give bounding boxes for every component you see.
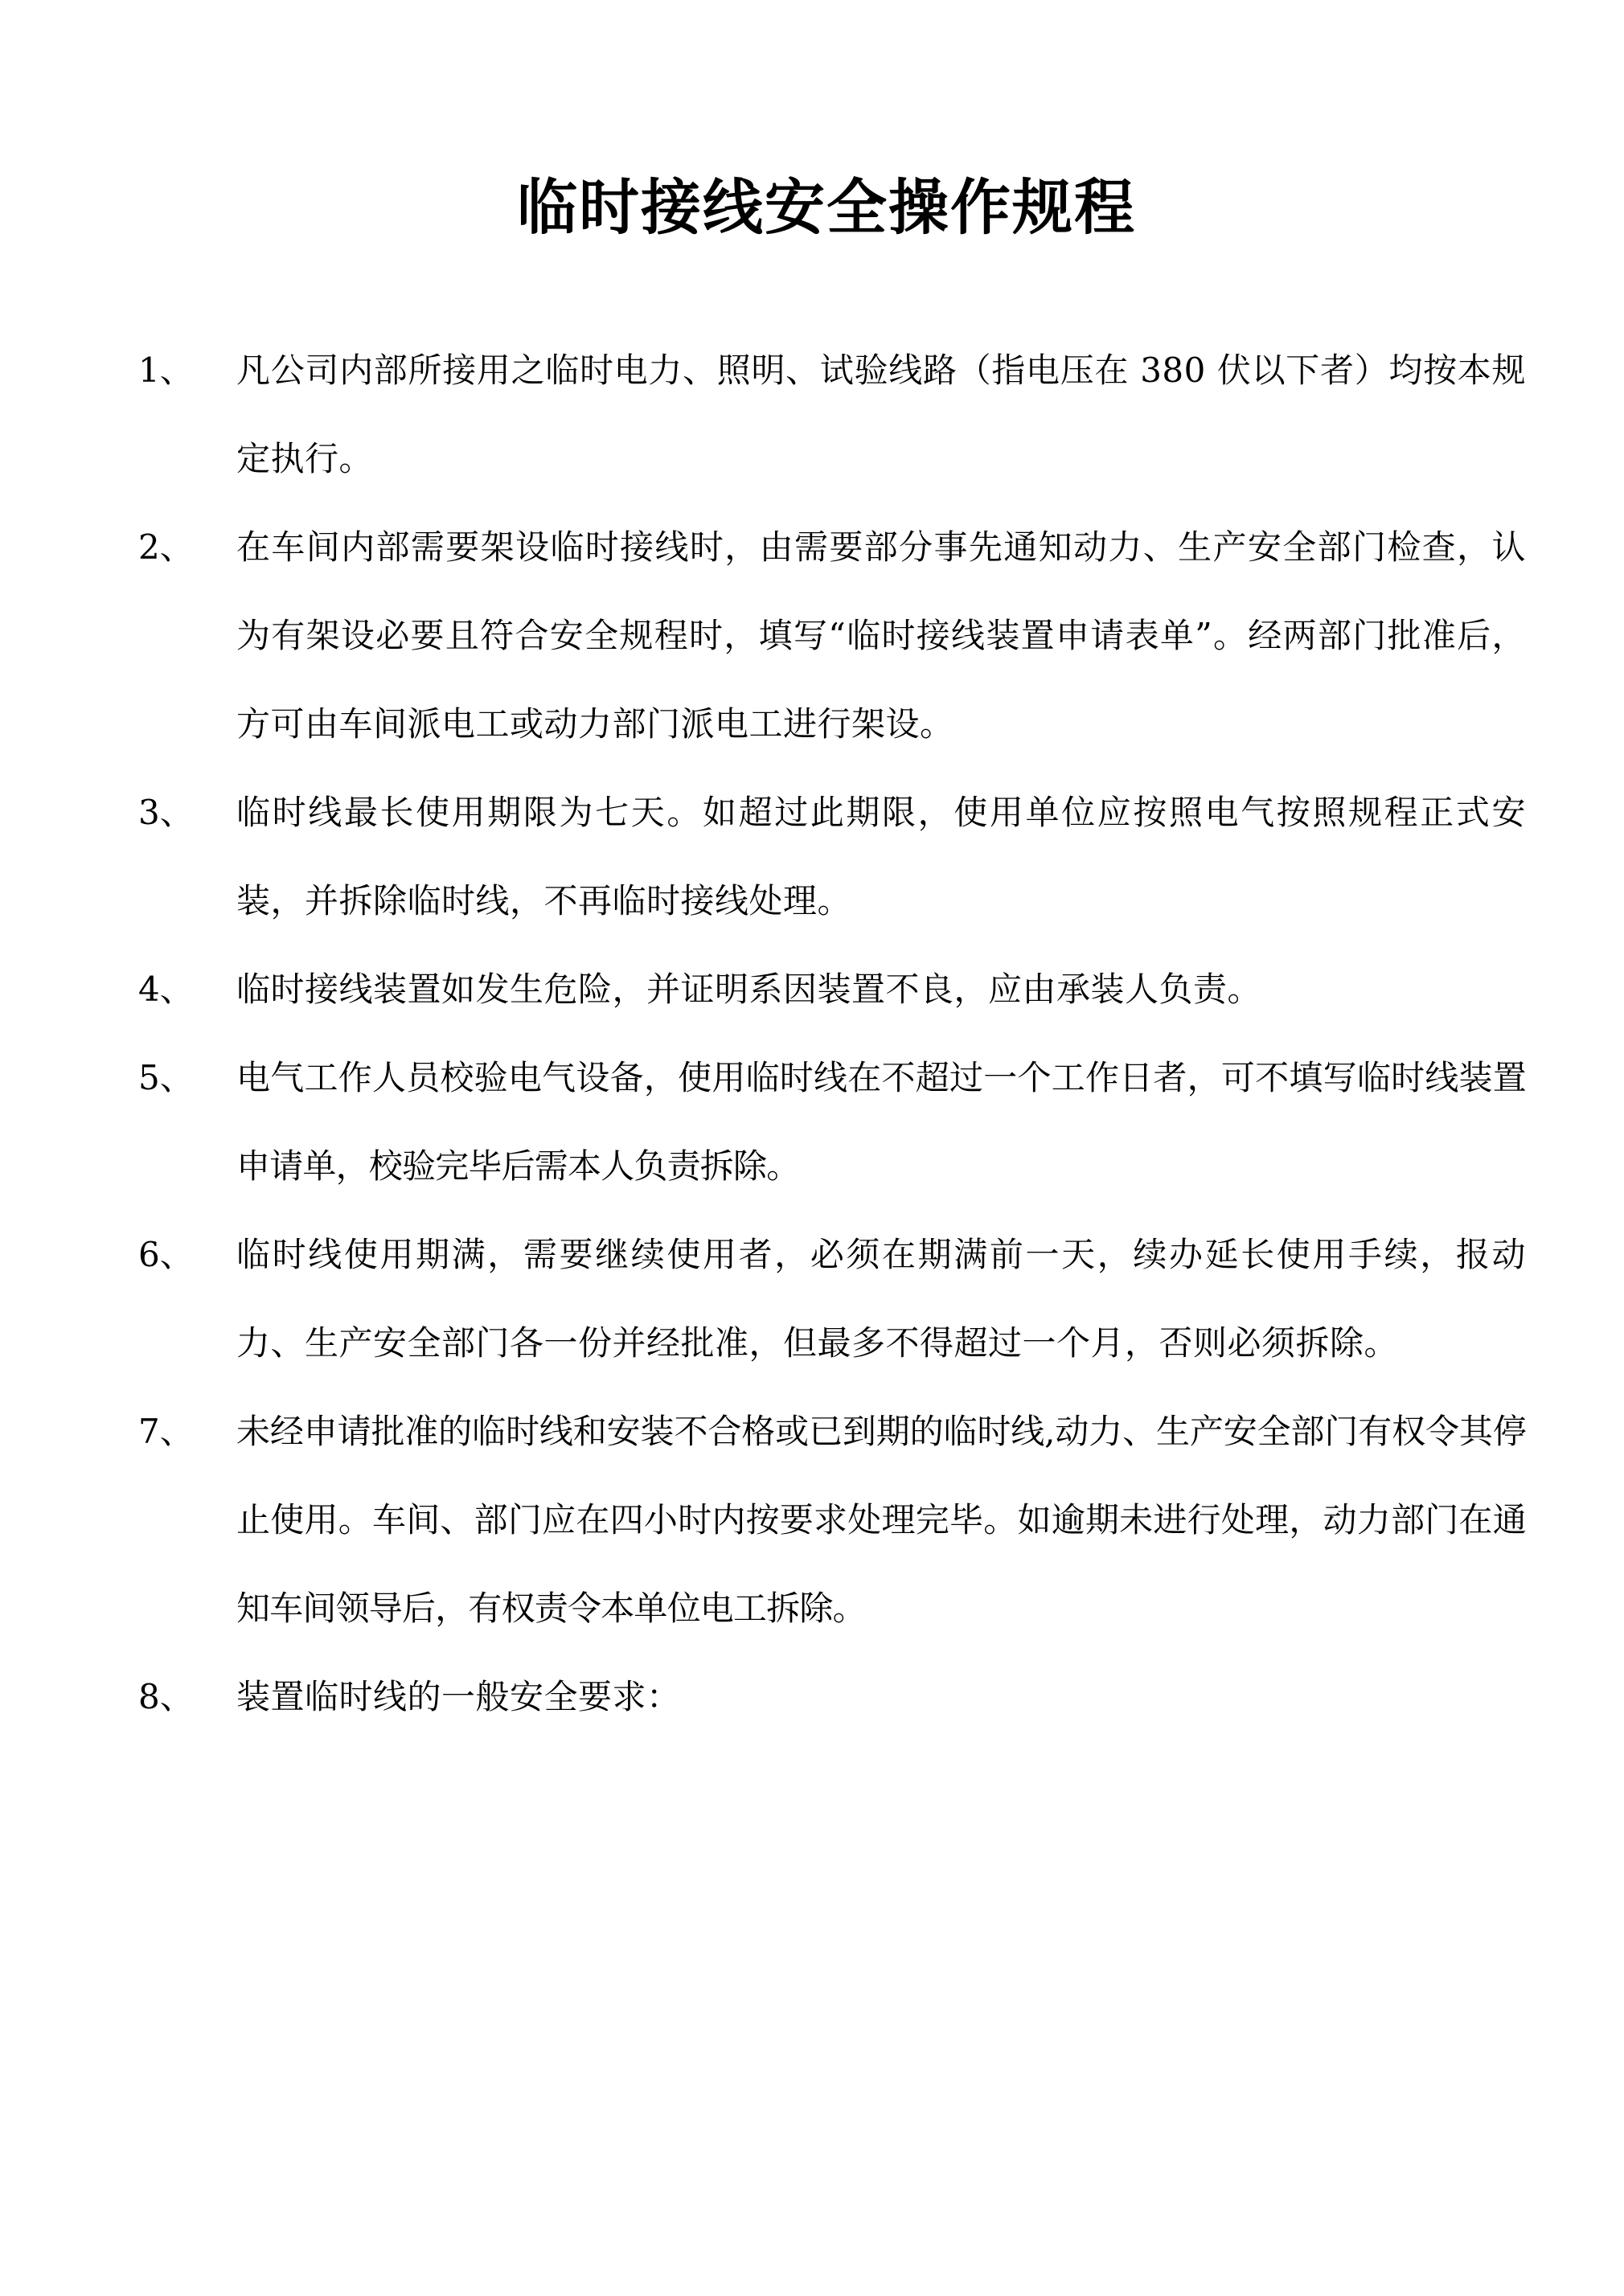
- list-item-number: 8、: [138, 1676, 194, 1716]
- list-item: [127, 945, 1526, 1034]
- list-item-number: 1、: [138, 350, 194, 390]
- list-item: [127, 1034, 1526, 1211]
- list-item: [127, 326, 1526, 503]
- list-item-text: 临时线使用期满，需要继续使用者，必须在期满前一天，续办延长使用手续，报动力、生产安全部门各一份并经批准，但最多不得超过一个月，否则必须拆除。: [236, 1234, 1526, 1363]
- list-item: [127, 503, 1526, 769]
- list-item-number: 4、: [138, 969, 194, 1009]
- page-content: [127, 0, 1526, 1741]
- list-item-number: 2、: [138, 527, 194, 567]
- regulation-list: [127, 326, 1526, 1741]
- list-item-number: 7、: [138, 1411, 194, 1451]
- list-item-text: 临时接线装置如发生危险，并证明系因装置不良，应由承装人负责。: [236, 969, 1262, 1009]
- list-item-number: 5、: [138, 1057, 194, 1097]
- list-item: [127, 1388, 1526, 1653]
- list-item: [127, 1653, 1526, 1741]
- list-item-text: 凡公司内部所接用之临时电力、照明、试验线路（指电压在 380 伏以下者）均按本规定执行。: [236, 350, 1526, 478]
- list-item-number: 3、: [138, 792, 194, 832]
- list-item: [127, 1211, 1526, 1388]
- list-item-text: 临时线最长使用期限为七天。如超过此期限，使用单位应按照电气按照规程正式安装，并拆除临时线，不再临时接线处理。: [236, 792, 1526, 920]
- list-item-text: 电气工作人员校验电气设备，使用临时线在不超过一个工作日者，可不填写临时线装置申请单，校验完毕后需本人负责拆除。: [236, 1057, 1526, 1186]
- list-item-number: 6、: [138, 1234, 194, 1274]
- list-item-text: 在车间内部需要架设临时接线时，由需要部分事先通知动力、生产安全部门检查，认为有架设必要且符合安全规程时，填写“临时接线装置申请表单”。经两部门批准后，方可由车间派电工或动力部门派电工进行架设。: [236, 527, 1526, 744]
- page-title: 临时接线安全操作规程: [516, 172, 1136, 243]
- list-item-text: 装置临时线的一般安全要求：: [236, 1676, 681, 1716]
- list-item-text: 未经申请批准的临时线和安装不合格或已到期的临时线,动力、生产安全部门有权令其停止使用。车间、部门应在四小时内按要求处理完毕。如逾期未进行处理，动力部门在通知车间领导后，有权责令本单位电工拆除。: [236, 1411, 1526, 1628]
- list-item: [127, 769, 1526, 945]
